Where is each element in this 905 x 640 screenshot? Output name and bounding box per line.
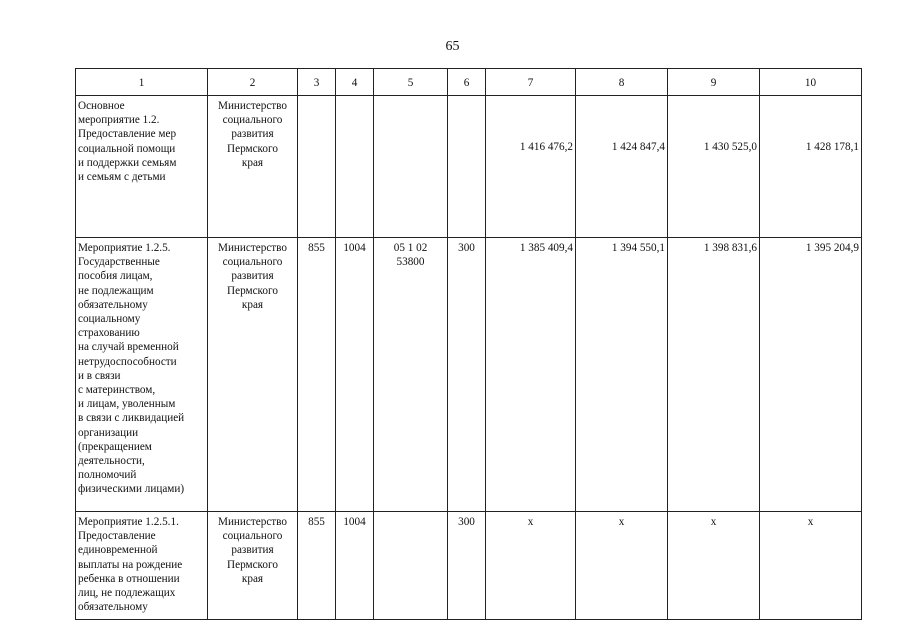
value-col-8: 1 424 847,4 <box>576 96 668 238</box>
executor-cell: Министерство социального развития Пермского края <box>208 512 298 620</box>
value-col-9: 1 398 831,6 <box>668 238 760 512</box>
header-col-9: 9 <box>668 69 760 96</box>
measure-cell: Мероприятие 1.2.5. Государственные пособия лицам, не подлежащим обязательному социальному страхованию на случай временной нетрудоспособности и в связи с материнством, и лицам, уволенным в связи с ликвидацией организации (прекращением деятельности, полномочий физическими лицами) <box>76 238 208 512</box>
value-col-9: x <box>668 512 760 620</box>
grbs-cell: 855 <box>298 512 336 620</box>
value-col-7: 1 416 476,2 <box>486 96 576 238</box>
measure-cell: Мероприятие 1.2.5.1. Предоставление единовременной выплаты на рождение ребенка в отношении лиц, не подлежащих обязательному <box>76 512 208 620</box>
csr-cell <box>374 96 448 238</box>
vr-cell: 300 <box>448 512 486 620</box>
value-col-10: 1 428 178,1 <box>760 96 862 238</box>
vr-cell: 300 <box>448 238 486 512</box>
table-row <box>76 512 862 620</box>
grbs-cell <box>298 96 336 238</box>
executor-cell: Министерство социального развития Пермского края <box>208 96 298 238</box>
header-col-5: 5 <box>374 69 448 96</box>
value-col-10: 1 395 204,9 <box>760 238 862 512</box>
rz-pr-cell: 1004 <box>336 238 374 512</box>
table-row <box>76 238 862 512</box>
rz-pr-cell <box>336 96 374 238</box>
value-col-10: x <box>760 512 862 620</box>
header-row <box>76 69 862 96</box>
budget-table <box>75 68 862 620</box>
value-col-8: x <box>576 512 668 620</box>
header-col-3: 3 <box>298 69 336 96</box>
header-col-6: 6 <box>448 69 486 96</box>
header-col-8: 8 <box>576 69 668 96</box>
executor-cell: Министерство социального развития Пермского края <box>208 238 298 512</box>
grbs-cell: 855 <box>298 238 336 512</box>
page-number: 65 <box>445 39 460 54</box>
value-col-9: 1 430 525,0 <box>668 96 760 238</box>
table-row <box>76 96 862 238</box>
measure-cell: Основное мероприятие 1.2. Предоставление мер социальной помощи и поддержки семьям и семьям с детьми <box>76 96 208 238</box>
value-col-7: 1 385 409,4 <box>486 238 576 512</box>
csr-cell <box>374 512 448 620</box>
csr-cell: 05 1 02 53800 <box>374 238 448 512</box>
header-col-2: 2 <box>208 69 298 96</box>
header-col-7: 7 <box>486 69 576 96</box>
header-col-4: 4 <box>336 69 374 96</box>
vr-cell <box>448 96 486 238</box>
value-col-8: 1 394 550,1 <box>576 238 668 512</box>
rz-pr-cell: 1004 <box>336 512 374 620</box>
header-col-1: 1 <box>76 69 208 96</box>
header-col-10: 10 <box>760 69 862 96</box>
value-col-7: x <box>486 512 576 620</box>
